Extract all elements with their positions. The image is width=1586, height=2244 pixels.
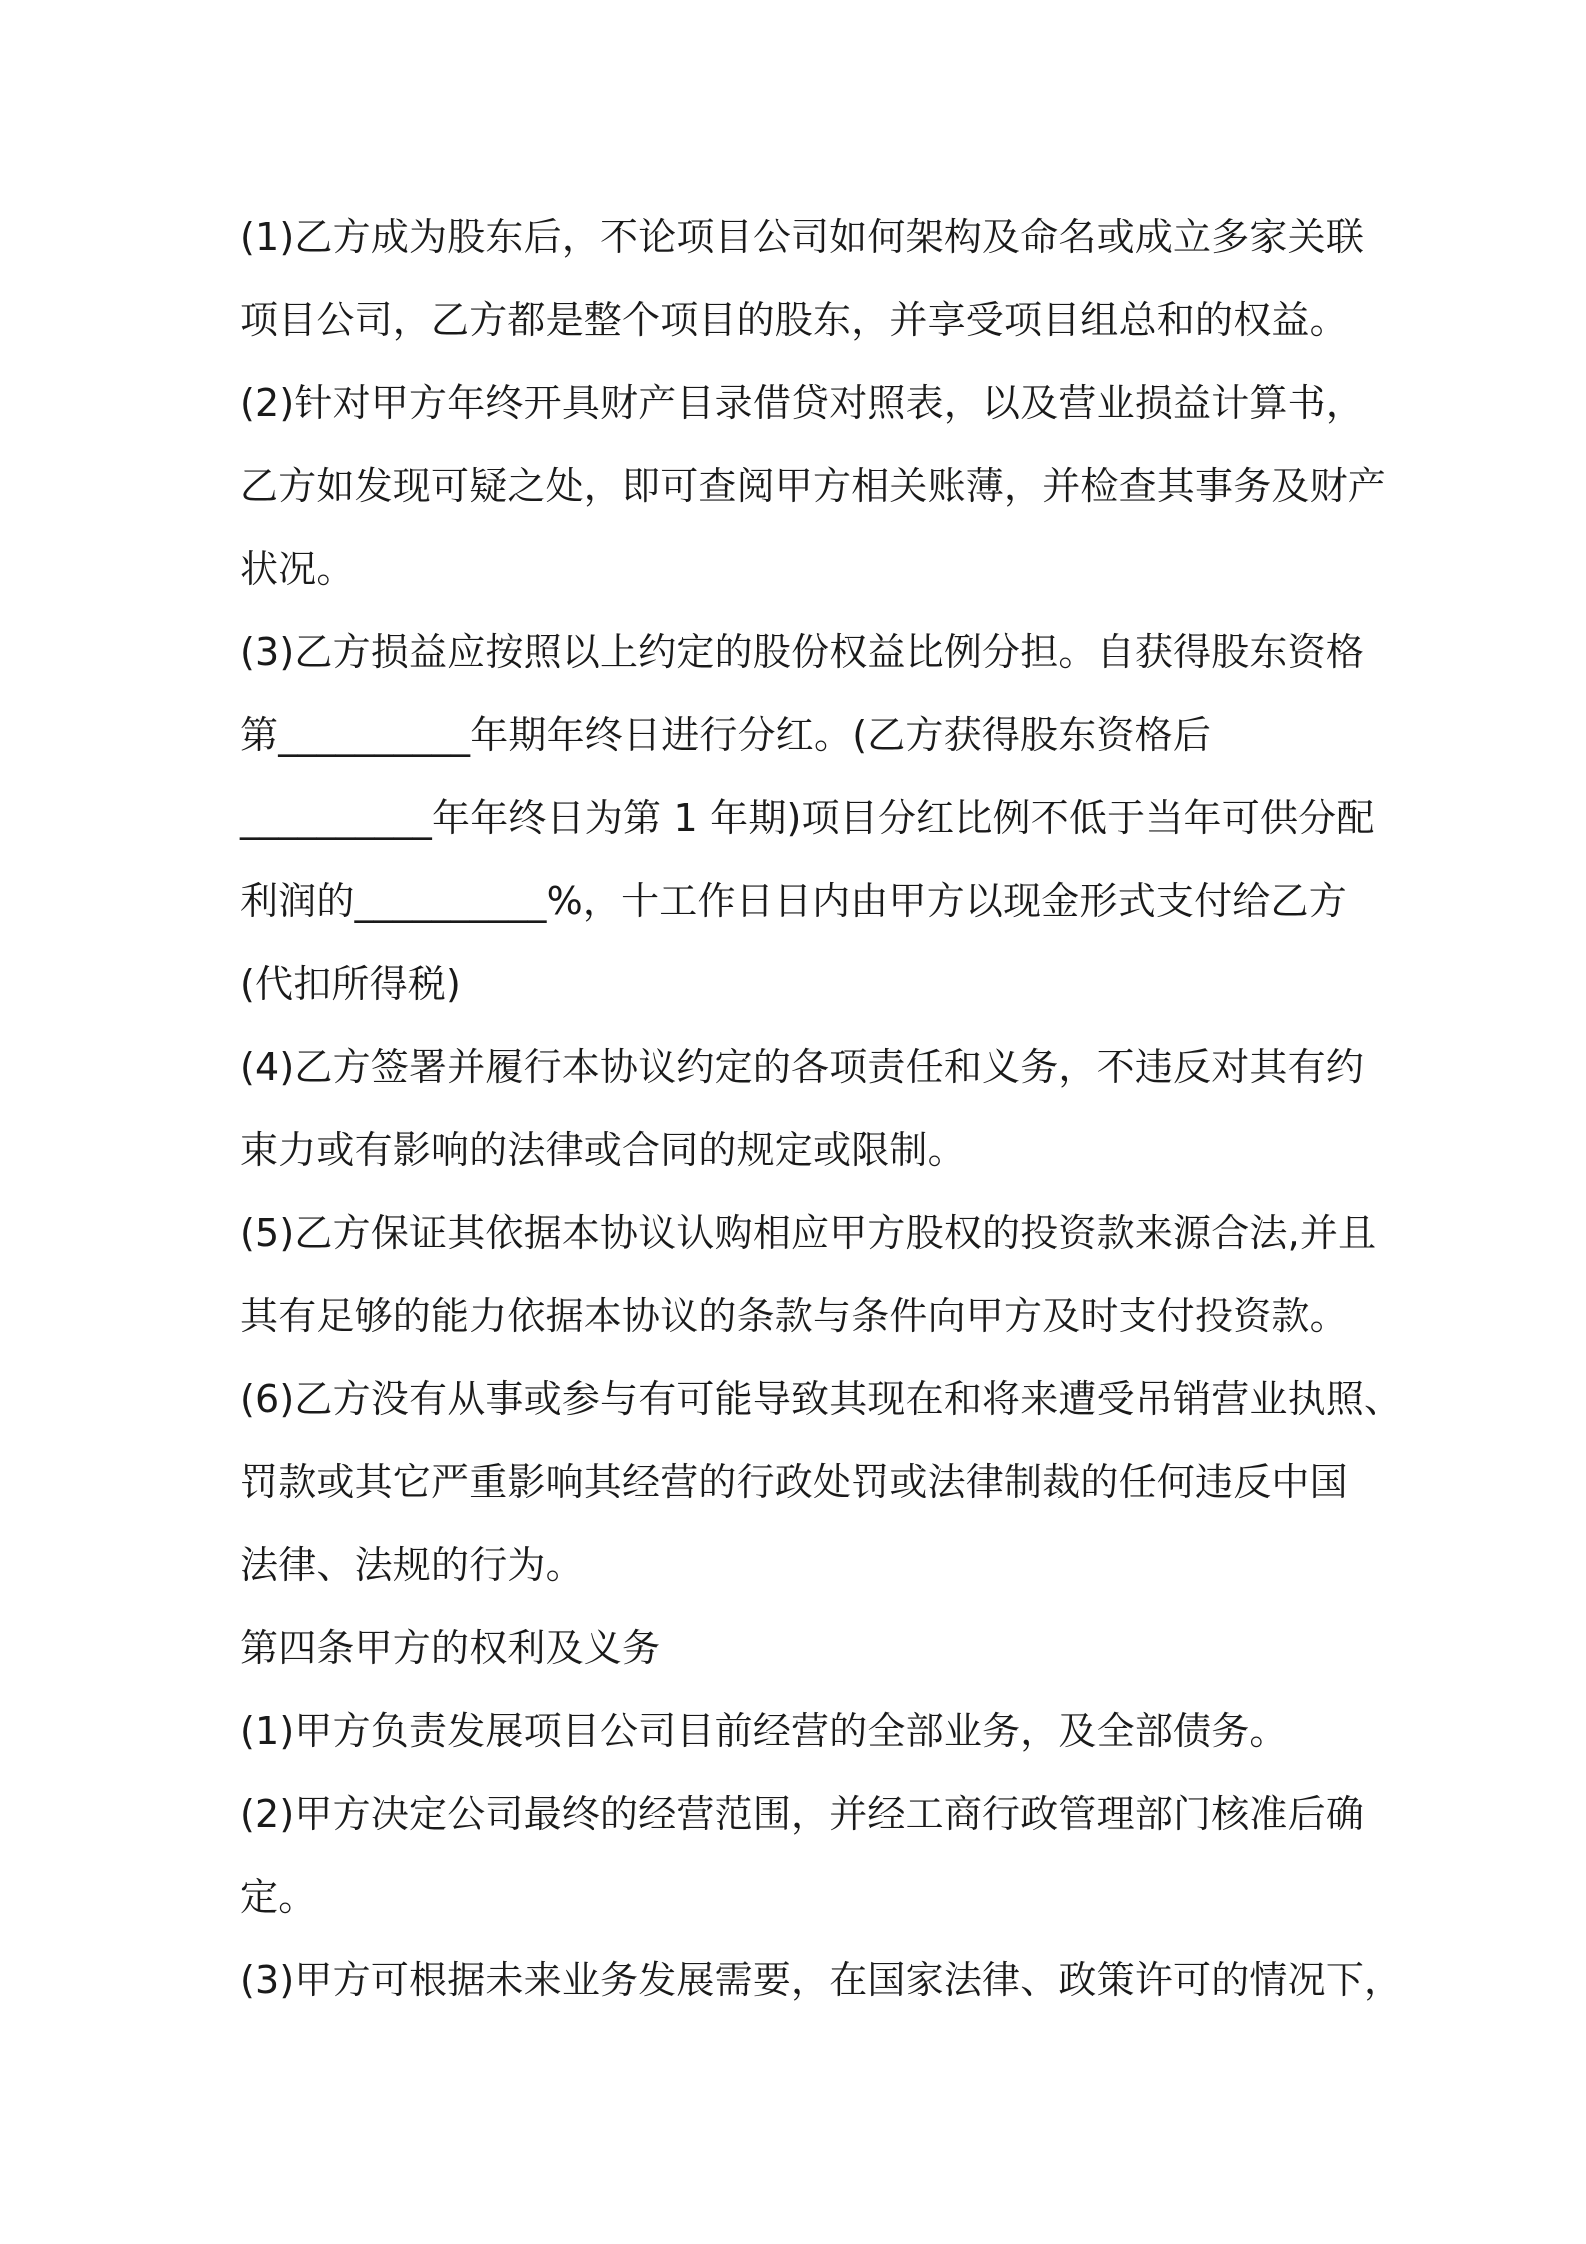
text-line: 第__________年期年终日进行分红。(乙方获得股东资格后 bbox=[240, 713, 1212, 757]
text-line: 项目公司，乙方都是整个项目的股东，并享受项目组总和的权益。 bbox=[240, 298, 1348, 342]
text-line: __________年年终日为第 1 年期)项目分红比例不低于当年可供分配 bbox=[240, 796, 1375, 840]
text-line: 罚款或其它严重影响其经营的行政处罚或法律制裁的任何违反中国 bbox=[240, 1460, 1348, 1504]
text-line: 束力或有影响的法律或合同的规定或限制。 bbox=[240, 1128, 966, 1172]
section-heading: 第四条甲方的权利及义务 bbox=[240, 1626, 661, 1670]
text-line: (1)甲方负责发展项目公司目前经营的全部业务，及全部债务。 bbox=[240, 1709, 1288, 1753]
text-line: (4)乙方签署并履行本协议约定的各项责任和义务，不违反对其有约 bbox=[240, 1045, 1365, 1089]
text-line: 状况。 bbox=[240, 547, 355, 591]
text-line: 定。 bbox=[240, 1875, 317, 1919]
text-line: (1)乙方成为股东后，不论项目公司如何架构及命名或成立多家关联 bbox=[240, 215, 1365, 259]
text-line: (5)乙方保证其依据本协议认购相应甲方股权的投资款来源合法,并且 bbox=[240, 1211, 1377, 1255]
text-line: (代扣所得税) bbox=[240, 962, 462, 1006]
text-line: (6)乙方没有从事或参与有可能导致其现在和将来遭受吊销营业执照、 bbox=[240, 1377, 1403, 1421]
text-line: (3)甲方可根据未来业务发展需要，在国家法律、政策许可的情况下， bbox=[240, 1958, 1403, 2002]
text-line: 利润的__________%，十工作日日内由甲方以现金形式支付给乙方 bbox=[240, 879, 1347, 923]
text-line: 乙方如发现可疑之处，即可查阅甲方相关账薄，并检查其事务及财产 bbox=[240, 464, 1387, 508]
text-line: 法律、法规的行为。 bbox=[240, 1543, 584, 1587]
text-line: 其有足够的能力依据本协议的条款与条件向甲方及时支付投资款。 bbox=[240, 1294, 1348, 1338]
text-line: (2)针对甲方年终开具财产目录借贷对照表，以及营业损益计算书， bbox=[240, 381, 1365, 425]
text-line: (3)乙方损益应按照以上约定的股份权益比例分担。自获得股东资格 bbox=[240, 630, 1365, 674]
text-line: (2)甲方决定公司最终的经营范围，并经工商行政管理部门核准后确 bbox=[240, 1792, 1365, 1836]
document-body bbox=[240, 196, 1403, 2022]
